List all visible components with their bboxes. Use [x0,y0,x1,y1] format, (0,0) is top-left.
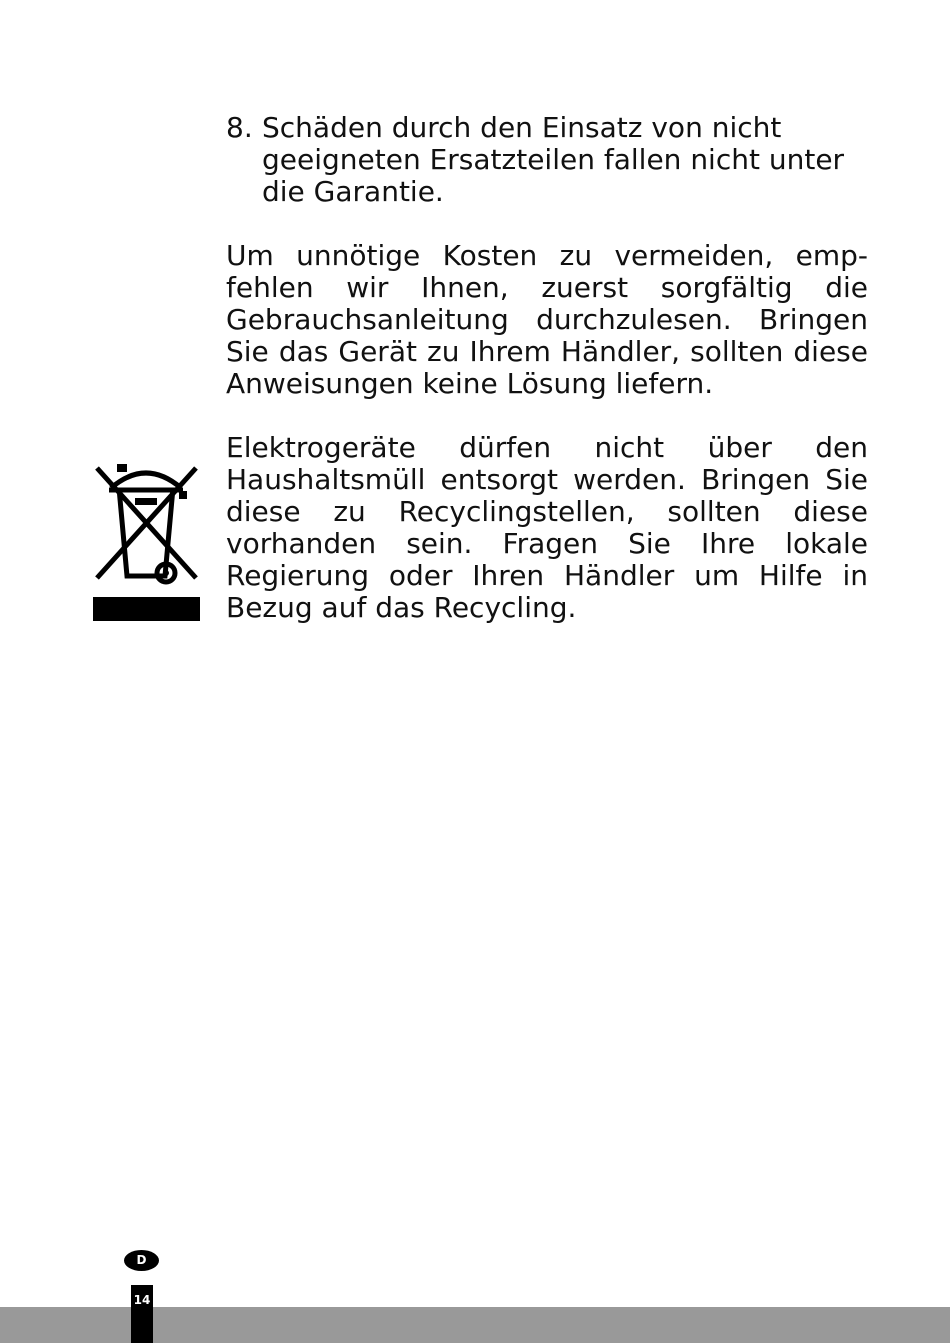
paragraph-instructions: Um unnötige Kosten zu vermeiden, empfehlen wir Ihnen, zuerst sorgfältig die Gebrauchsanleitung durchzulesen. Bringen Sie das Gerät zu Ihrem Händler, sollten diese Anweisungen keine Lösung liefern. [226,239,868,400]
crossed-out-wheelie-bin-icon [93,458,200,624]
list-item-text: Schäden durch den Einsatz von nicht geeigneten Ersatzteilen fallen nicht unter die Garantie. [262,111,845,208]
paragraph-disposal: Elektrogeräte dürfen nicht über den Haushaltsmüll entsorgt werden. Bringen Sie diese zu Recyclingstellen, sollten diese vorhanden sein. Fragen Sie Ihre lokale Regierung oder Ihren Händler um Hilfe in Bezug auf das Recycling. [226,431,868,624]
list-item-8 [226,112,868,208]
language-badge: D [124,1250,159,1271]
list-item-number: 8. [226,111,253,144]
page-number: 14 [133,1293,151,1307]
